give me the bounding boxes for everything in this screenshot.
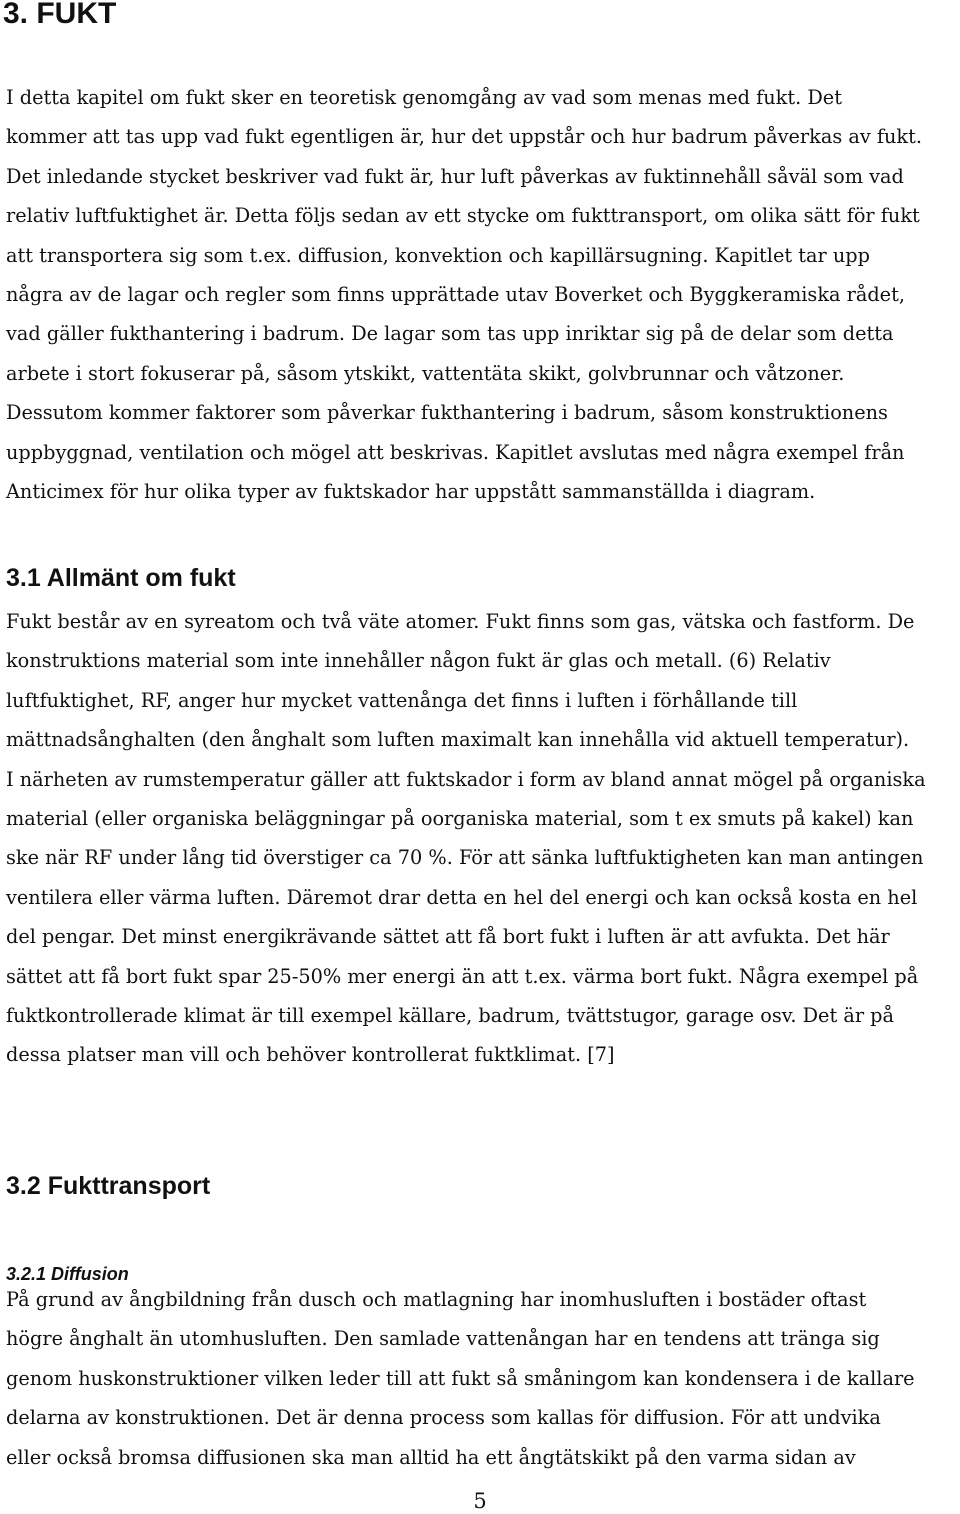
section-heading-3-1: 3.1 Allmänt om fukt <box>6 564 236 592</box>
text-line: vad gäller fukthantering i badrum. De lagar som tas upp inriktar sig på de delar som detta <box>6 322 894 346</box>
text-line: Fukt består av en syreatom och två väte atomer. Fukt finns som gas, vätska och fastform. De <box>6 610 915 633</box>
text-line: några av de lagar och regler som finns upprättade utav Boverket och Byggkeramiska rådet, <box>6 282 905 306</box>
chapter-heading: 3. FUKT <box>3 0 117 30</box>
text-line: del pengar. Det minst energikrävande sättet att få bort fukt i luften är att avfukta. Det här <box>6 925 890 949</box>
text-line: arbete i stort fokuserar på, såsom ytskikt, vattentäta skikt, golvbrunnar och våtzoner. <box>6 361 845 385</box>
text-line: fuktkontrollerade klimat är till exempel källare, badrum, tvättstugor, garage osv. Det är på <box>6 1003 894 1027</box>
text-line: ventilera eller värma luften. Däremot drar detta en hel del energi och kan också kosta en hel <box>6 885 918 909</box>
text-line: dessa platser man vill och behöver kontrollerat fuktklimat. [7] <box>6 1043 615 1067</box>
text-line: relativ luftfuktighet är. Detta följs sedan av ett stycke om fukttransport, om olika sätt för fukt <box>6 204 920 228</box>
text-line: Anticimex för hur olika typer av fuktskador har uppstått sammanställda i diagram. <box>6 479 816 503</box>
section-3-2-1-paragraph <box>6 1280 958 1477</box>
text-line: ske när RF under lång tid överstiger ca 70 %. För att sänka luftfuktigheten kan man antingen <box>6 846 924 870</box>
text-line: konstruktions material som inte innehåller någon fukt är glas och metall. (6) Relativ <box>6 649 831 673</box>
text-line: Dessutom kommer faktorer som påverkar fukthantering i badrum, såsom konstruktionens <box>6 401 888 425</box>
text-line: mättnadsånghalten (den ånghalt som luften maximalt kan innehålla vid aktuell temperatur). <box>6 728 910 752</box>
text-line: I närheten av rumstemperatur gäller att fuktskador i form av bland annat mögel på organiska <box>6 767 926 791</box>
text-line: På grund av ångbildning från dusch och matlagning har inomhusluften i bostäder oftast <box>6 1288 867 1311</box>
text-line: luftfuktighet, RF, anger hur mycket vattenånga det finns i luften i förhållande till <box>6 688 798 712</box>
text-line: kommer att tas upp vad fukt egentligen är, hur det uppstår och hur badrum påverkas av fukt. <box>6 125 922 149</box>
page-number: 5 <box>473 1489 487 1513</box>
text-line: uppbyggnad, ventilation och mögel att beskrivas. Kapitlet avslutas med några exempel från <box>6 440 905 464</box>
section-heading-3-2: 3.2 Fukttransport <box>6 1172 211 1200</box>
text-line: sättet att få bort fukt spar 25-50% mer energi än att t.ex. värma bort fukt. Några exempel på <box>6 964 919 988</box>
text-line: eller också bromsa diffusionen ska man alltid ha ett ångtätskikt på den varma sidan av <box>6 1445 856 1469</box>
subsection-heading-3-2-1: 3.2.1 Diffusion <box>6 1264 129 1284</box>
text-line: högre ånghalt än utomhusluften. Den samlade vattenångan har en tendens att tränga sig <box>6 1327 880 1351</box>
section-3-1-paragraph <box>6 602 958 1075</box>
text-line: att transportera sig som t.ex. diffusion, konvektion och kapillärsugning. Kapitlet tar upp <box>6 243 870 267</box>
text-line: Det inledande stycket beskriver vad fukt är, hur luft påverkas av fuktinnehåll såväl som vad <box>6 164 904 188</box>
chapter-intro-paragraph <box>6 78 958 511</box>
text-line: material (eller organiska beläggningar på oorganiska material, som t ex smuts på kakel) kan <box>6 806 914 830</box>
text-line: genom huskonstruktioner vilken leder till att fukt så småningom kan kondensera i de kallare <box>6 1366 915 1390</box>
text-line: delarna av konstruktionen. Det är denna process som kallas för diffusion. För att undvika <box>6 1406 881 1430</box>
text-line: I detta kapitel om fukt sker en teoretisk genomgång av vad som menas med fukt. Det <box>6 86 842 109</box>
